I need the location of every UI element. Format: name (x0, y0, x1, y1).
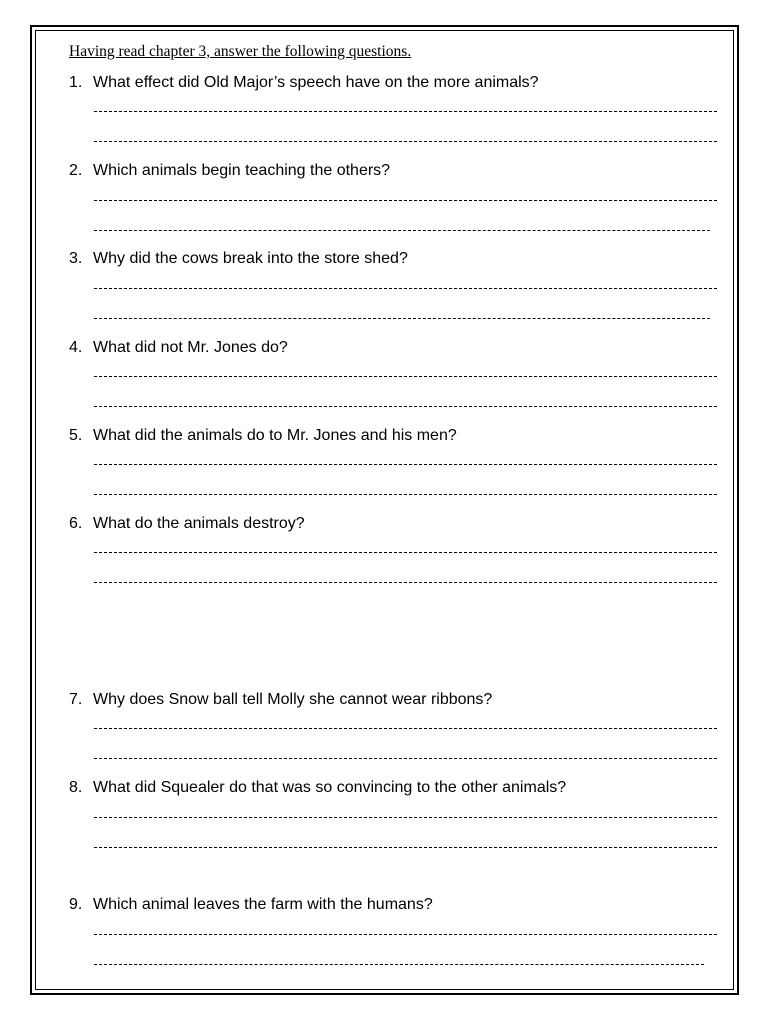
answer-line[interactable] (94, 406, 717, 407)
question-text: Why did the cows break into the store shed? (93, 250, 408, 267)
question-4 (69, 339, 719, 359)
question-7 (69, 691, 719, 711)
question-text: Why does Snow ball tell Molly she cannot wear ribbons? (93, 691, 493, 708)
answer-line[interactable] (94, 318, 710, 319)
question-number: 9. (69, 896, 83, 913)
answer-line[interactable] (94, 934, 717, 935)
answer-line[interactable] (94, 288, 717, 289)
question-3 (69, 250, 719, 270)
question-8 (69, 779, 719, 799)
answer-line[interactable] (94, 552, 717, 553)
answer-line[interactable] (94, 230, 710, 231)
question-number: 7. (69, 691, 83, 708)
question-text: What did Squealer do that was so convincing to the other animals? (93, 779, 567, 796)
answer-line[interactable] (94, 376, 717, 377)
answer-line[interactable] (94, 964, 704, 965)
answer-line[interactable] (94, 200, 717, 201)
question-5 (69, 427, 719, 447)
answer-line[interactable] (94, 728, 717, 729)
answer-line[interactable] (94, 494, 717, 495)
question-number: 8. (69, 779, 83, 796)
worksheet-heading: Having read chapter 3, answer the following questions. (69, 43, 412, 60)
answer-line[interactable] (94, 758, 717, 759)
question-text: Which animal leaves the farm with the humans? (93, 896, 433, 913)
answer-line[interactable] (94, 464, 717, 465)
question-text: What did the animals do to Mr. Jones and his men? (93, 427, 457, 444)
question-number: 2. (69, 162, 83, 179)
answer-line[interactable] (94, 111, 717, 112)
answer-line[interactable] (94, 847, 717, 848)
question-text: What do the animals destroy? (93, 515, 305, 532)
answer-line[interactable] (94, 582, 717, 583)
question-text: What did not Mr. Jones do? (93, 339, 288, 356)
answer-line[interactable] (94, 141, 717, 142)
question-number: 6. (69, 515, 83, 532)
question-number: 5. (69, 427, 83, 444)
answer-line[interactable] (94, 817, 717, 818)
question-number: 3. (69, 250, 83, 267)
question-number: 1. (69, 74, 83, 91)
question-2 (69, 162, 719, 182)
question-1 (69, 74, 719, 94)
question-text: What effect did Old Major’s speech have on the more animals? (93, 74, 539, 91)
question-text: Which animals begin teaching the others? (93, 162, 391, 179)
question-6 (69, 515, 719, 535)
question-9 (69, 896, 719, 916)
question-number: 4. (69, 339, 83, 356)
